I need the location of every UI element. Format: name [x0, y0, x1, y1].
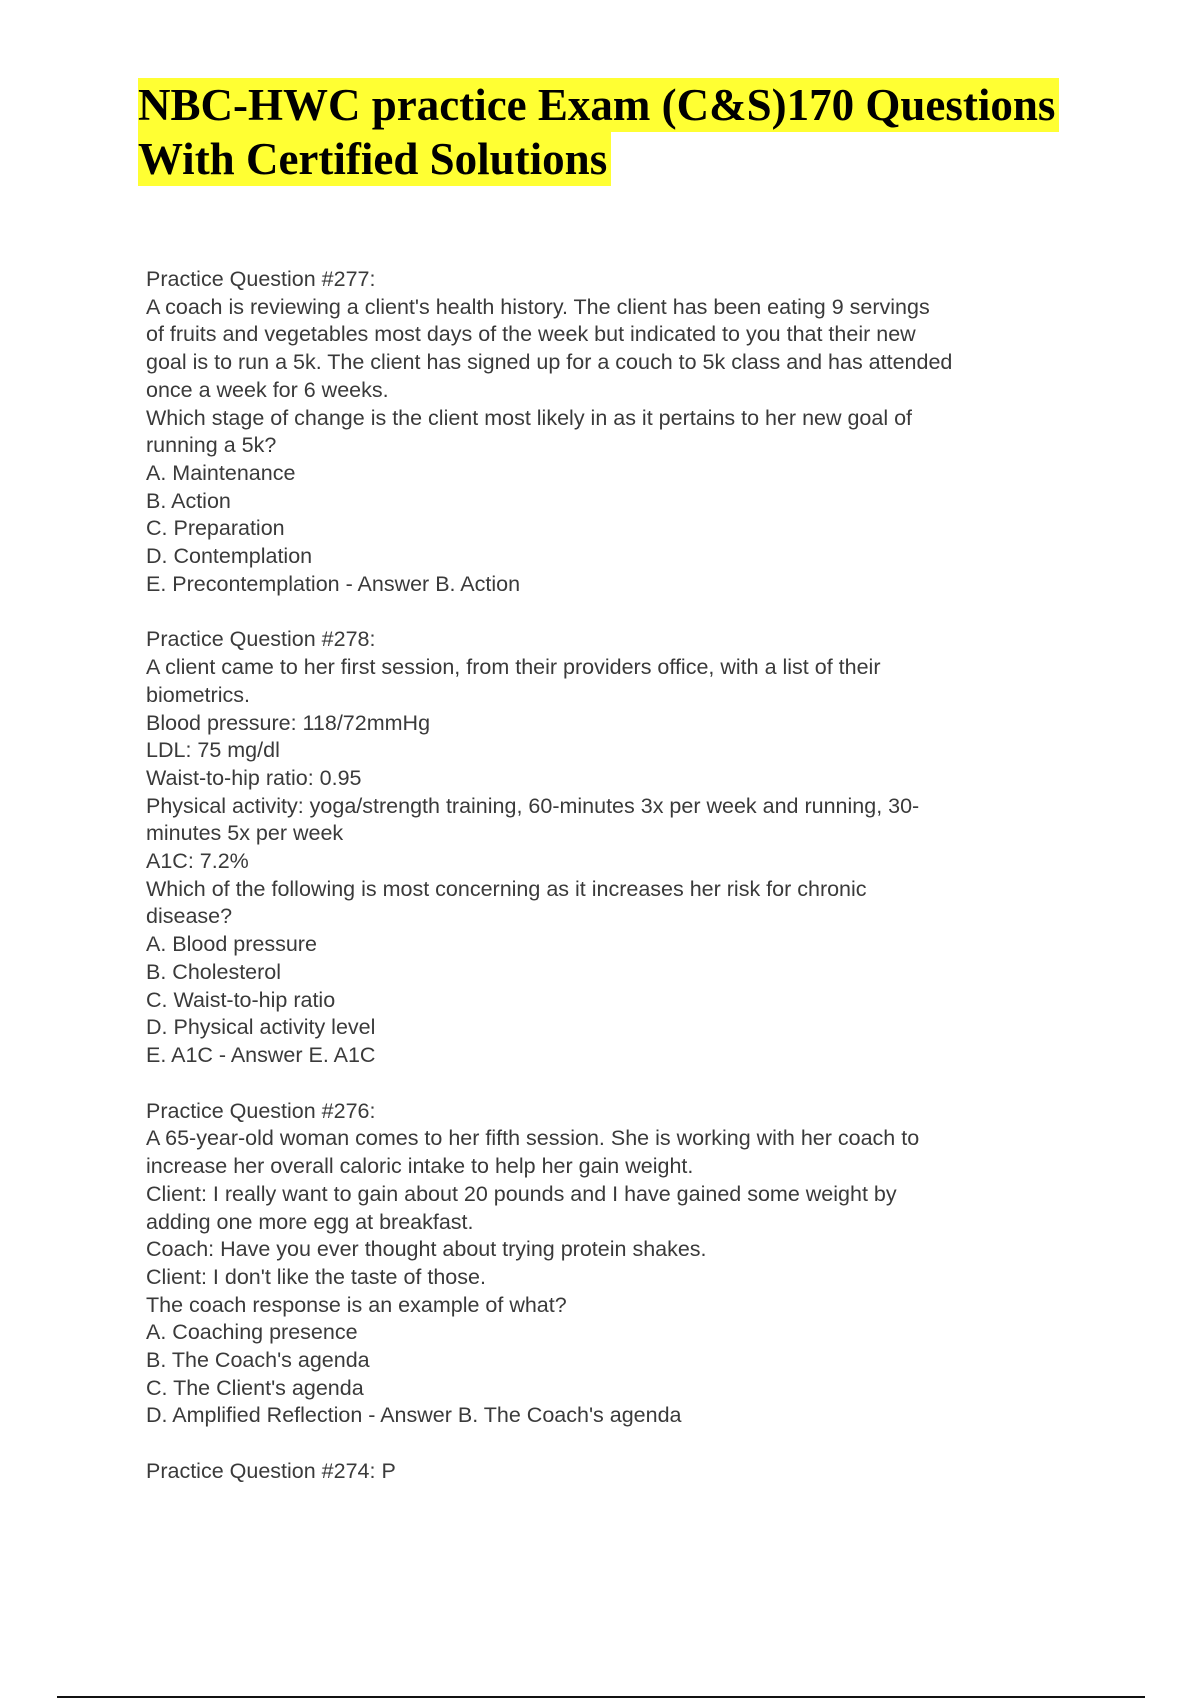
question-text-line: once a week for 6 weeks.: [146, 377, 389, 402]
dialogue-line: Client: I don't like the taste of those.: [146, 1264, 486, 1289]
practice-question-278: [146, 626, 1066, 1069]
biometric-line: Physical activity: yoga/strength training, 60-minutes 3x per week and running, 30-: [146, 793, 920, 818]
biometric-line: A1C: 7.2%: [146, 849, 249, 874]
question-text-line: The coach response is an example of what?: [146, 1292, 567, 1317]
document-body: [146, 266, 1066, 1514]
dialogue-line: Client: I really want to gain about 20 pounds and I have gained some weight by: [146, 1181, 897, 1206]
question-heading: Practice Question #274: P: [146, 1459, 396, 1484]
document-title-line-1: NBC-HWC practice Exam (C&S)170 Questions: [138, 78, 1059, 132]
question-text-line: Which of the following is most concerning as it increases her risk for chronic: [146, 876, 867, 901]
question-heading: Practice Question #278:: [146, 627, 376, 652]
question-text-line: biometrics.: [146, 682, 250, 707]
answer-option: A. Maintenance: [146, 460, 296, 485]
question-text-line: running a 5k?: [146, 433, 277, 458]
question-text-line: increase her overall caloric intake to help her gain weight.: [146, 1154, 694, 1179]
question-heading: Practice Question #276:: [146, 1098, 376, 1123]
practice-question-277: [146, 266, 1066, 598]
answer-option-with-solution: D. Amplified Reflection - Answer B. The Coach's agenda: [146, 1403, 682, 1428]
practice-question-274: [146, 1458, 1066, 1486]
biometric-line: minutes 5x per week: [146, 821, 344, 846]
answer-option: D. Contemplation: [146, 544, 313, 569]
answer-option: C. Waist-to-hip ratio: [146, 987, 336, 1012]
biometric-line: Waist-to-hip ratio: 0.95: [146, 765, 362, 790]
answer-option-with-solution: E. A1C - Answer E. A1C: [146, 1042, 376, 1067]
document-title: [138, 78, 1128, 186]
practice-question-276: [146, 1098, 1066, 1430]
dialogue-line: adding one more egg at breakfast.: [146, 1209, 474, 1234]
answer-option-with-solution: E. Precontemplation - Answer B. Action: [146, 571, 521, 596]
document-title-line-2: With Certified Solutions: [138, 132, 611, 186]
biometric-line: LDL: 75 mg/dl: [146, 738, 280, 763]
question-text-line: A 65-year-old woman comes to her fifth session. She is working with her coach to: [146, 1126, 920, 1151]
answer-option: A. Blood pressure: [146, 932, 317, 957]
page-bottom-rule: [57, 1696, 1145, 1698]
question-text-line: Which stage of change is the client most likely in as it pertains to her new goal of: [146, 405, 913, 430]
question-text-line: A coach is reviewing a client's health history. The client has been eating 9 servings: [146, 294, 930, 319]
answer-option: C. The Client's agenda: [146, 1375, 364, 1400]
answer-option: D. Physical activity level: [146, 1015, 376, 1040]
answer-option: A. Coaching presence: [146, 1320, 358, 1345]
question-text-line: of fruits and vegetables most days of the week but indicated to you that their new: [146, 322, 916, 347]
answer-option: B. Cholesterol: [146, 959, 282, 984]
answer-option: B. The Coach's agenda: [146, 1348, 370, 1373]
question-text-line: goal is to run a 5k. The client has signed up for a couch to 5k class and has attended: [146, 350, 953, 375]
question-heading: Practice Question #277:: [146, 267, 376, 291]
biometric-line: Blood pressure: 118/72mmHg: [146, 710, 431, 735]
answer-option: B. Action: [146, 488, 231, 513]
question-text-line: A client came to her first session, from their providers office, with a list of their: [146, 655, 881, 680]
answer-option: C. Preparation: [146, 516, 285, 541]
question-text-line: disease?: [146, 904, 233, 929]
dialogue-line: Coach: Have you ever thought about trying protein shakes.: [146, 1237, 707, 1262]
